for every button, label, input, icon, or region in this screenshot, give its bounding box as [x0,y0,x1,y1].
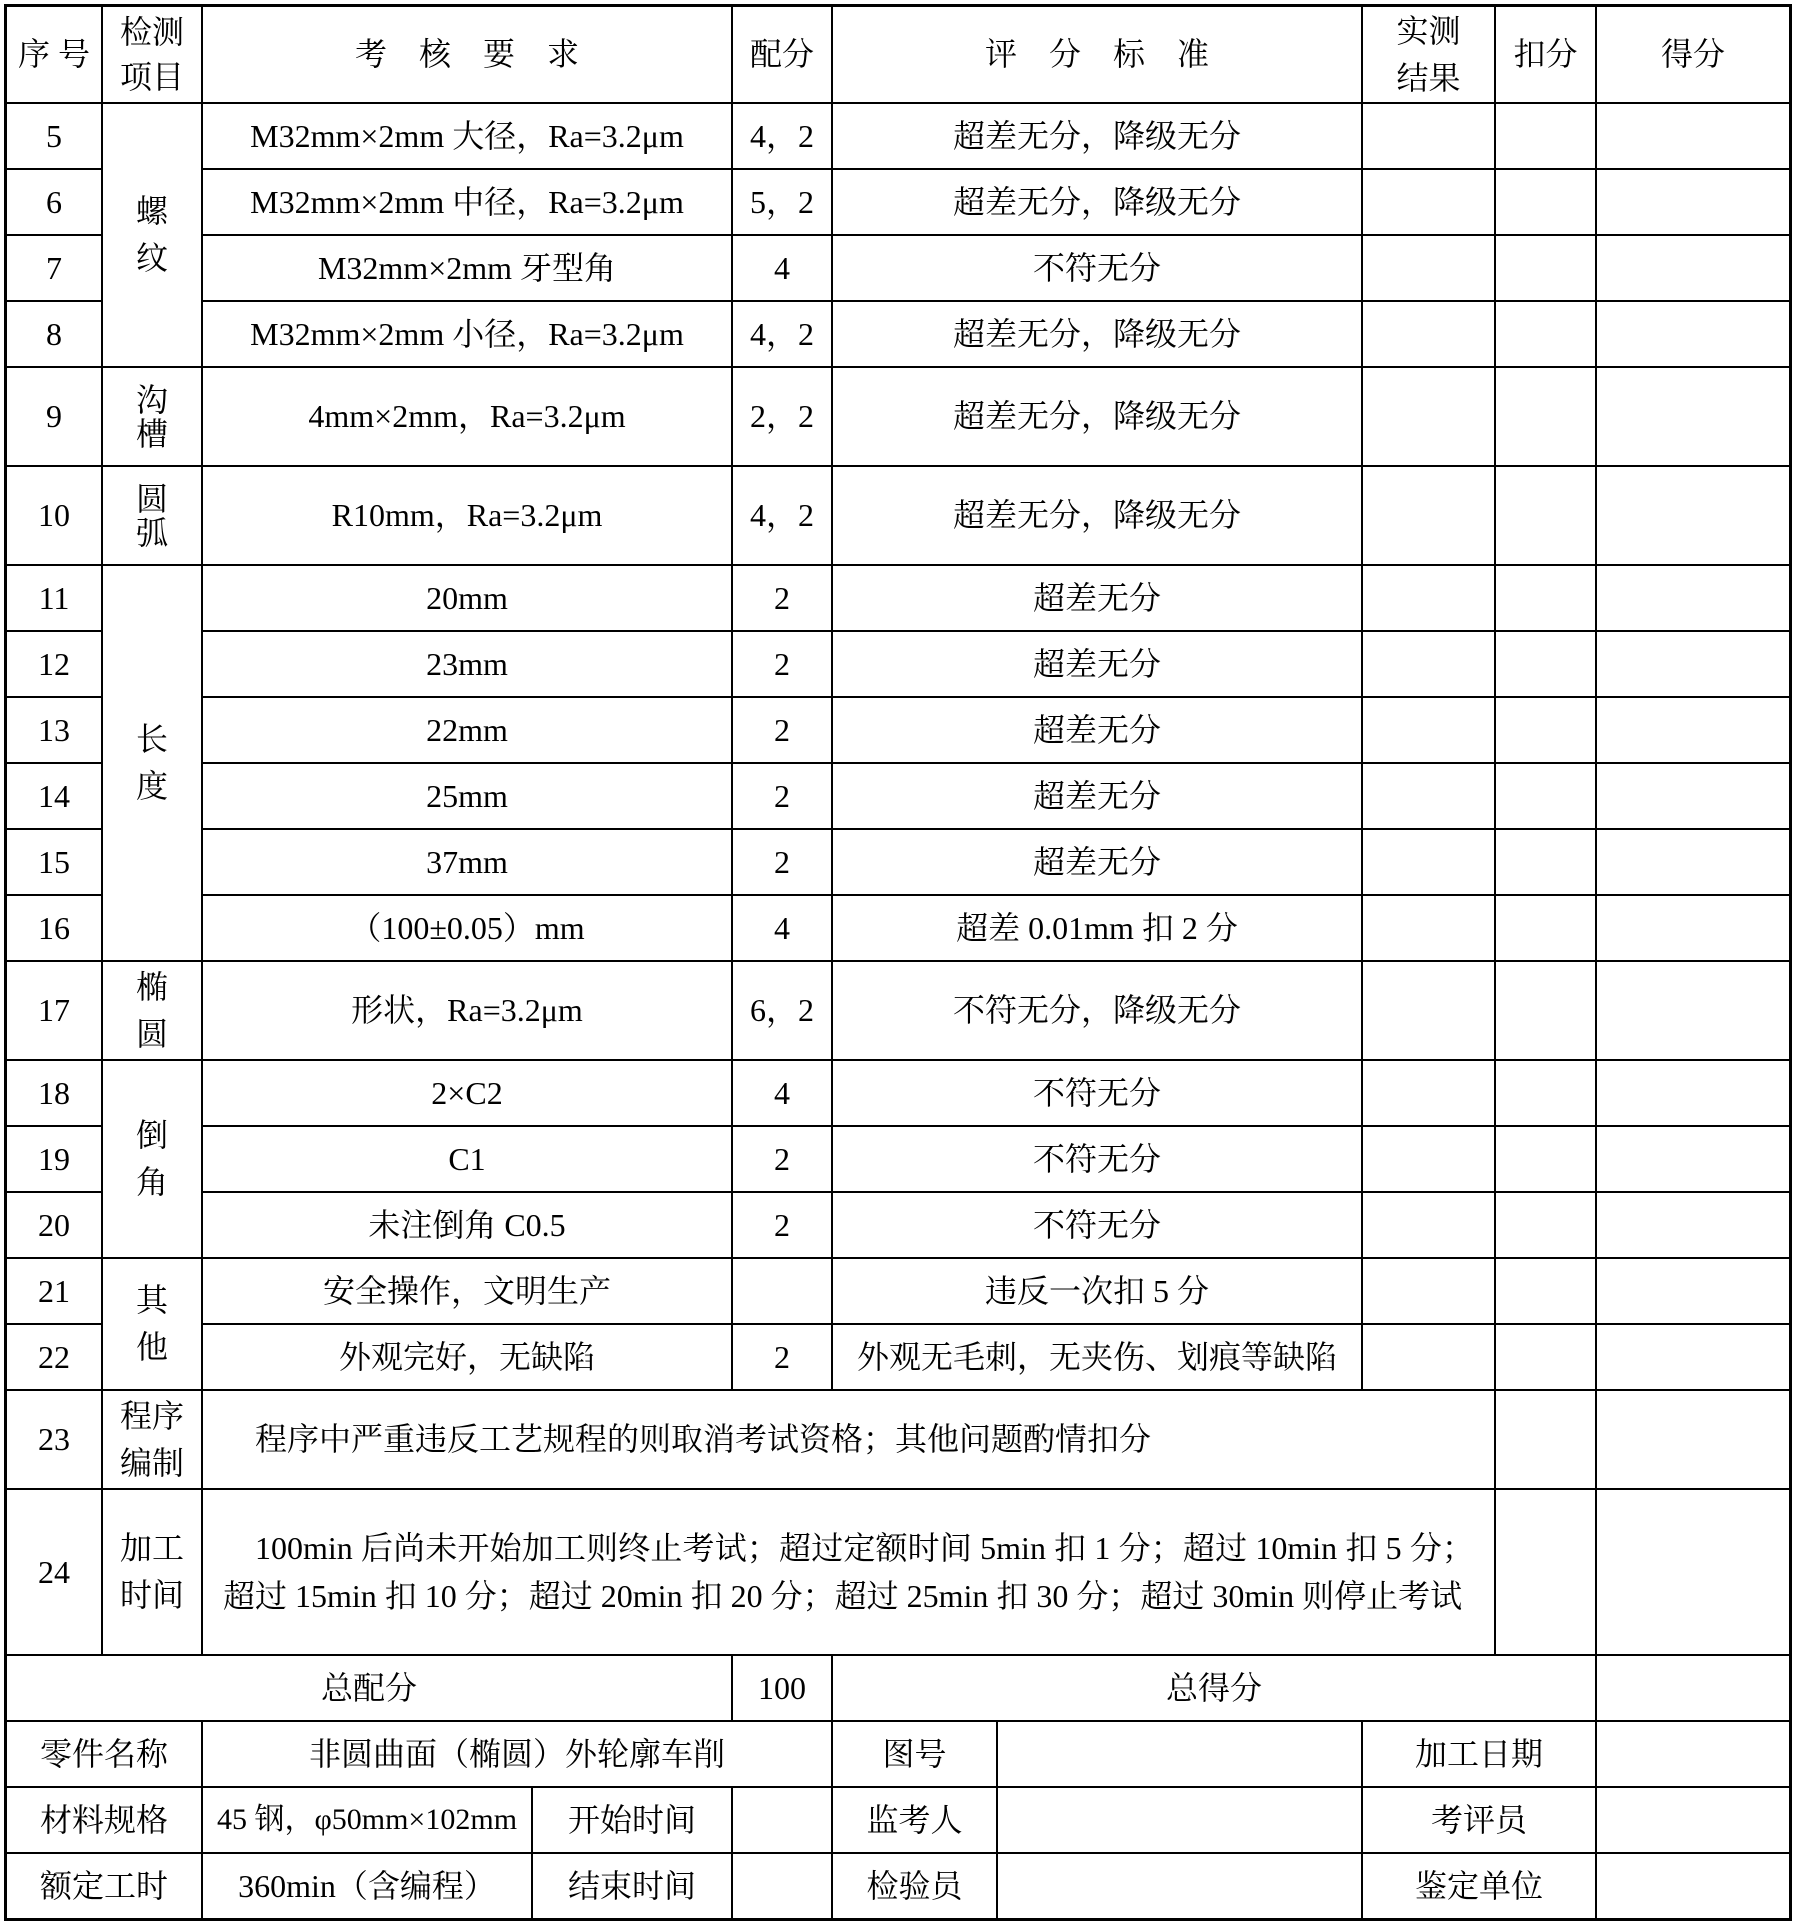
total-score-label: 总得分 [833,1656,1595,1720]
criteria-cell: 超差无分 [833,830,1361,894]
appraisal-unit-value [1597,1854,1789,1918]
deduction-cell [1496,632,1595,696]
deduction-cell [1496,1325,1595,1389]
requirement-cell: 23mm [203,632,731,696]
measured-result-cell [1363,1325,1494,1389]
criteria-cell: 超差无分，降级无分 [833,104,1361,168]
criteria-cell: 不符无分 [833,1061,1361,1125]
category-cell-thread [103,104,201,366]
seq-cell: 21 [7,1259,101,1323]
measured-result-cell [1363,1193,1494,1257]
requirement-cell: 未注倒角 C0.5 [203,1193,731,1257]
requirement-cell: M32mm×2mm 大径，Ra=3.2μm [203,104,731,168]
score-cell [1597,1391,1789,1488]
deduction-cell [1496,896,1595,960]
score-cell [1597,302,1789,366]
header-criteria: 评 分 标 准 [833,7,1361,102]
total-points-label: 总配分 [7,1656,731,1720]
score-cell [1597,962,1789,1059]
header-measured [1363,7,1494,102]
header-points: 配分 [733,7,831,102]
deduction-cell [1496,962,1595,1059]
score-cell [1597,1061,1789,1125]
measured-result-cell [1363,764,1494,828]
appraisal-unit-label: 鉴定单位 [1363,1854,1595,1918]
material-value: 45 钢，φ50mm×102mm [203,1788,531,1852]
points-cell: 2 [733,1193,831,1257]
score-cell [1597,632,1789,696]
program-rule-text: 程序中严重违反工艺规程的则取消考试资格；其他问题酌情扣分 [255,1421,1152,1458]
points-cell: 2 [733,632,831,696]
category-label: 程序编制 [119,1397,184,1481]
total-score-value [1597,1656,1789,1720]
rated-time-value: 360min（含编程） [203,1854,531,1918]
requirement-cell: 外观完好，无缺陷 [203,1325,731,1389]
points-cell: 6，2 [733,962,831,1059]
proctor-label: 监考人 [833,1788,996,1852]
seq-cell: 23 [7,1391,101,1488]
process-date-value [1597,1722,1789,1786]
criteria-cell: 超差无分 [833,698,1361,762]
scoring-table [4,4,1792,1921]
points-cell: 4，2 [733,104,831,168]
deduction-cell [1496,698,1595,762]
points-cell: 2 [733,830,831,894]
category-label: 沟槽 [135,381,168,452]
seq-cell: 20 [7,1193,101,1257]
category-label: 螺纹 [135,193,168,276]
rated-time-label: 额定工时 [7,1854,201,1918]
category-cell-chamfer [103,1061,201,1257]
seq-cell: 19 [7,1127,101,1191]
seq-cell: 22 [7,1325,101,1389]
measured-result-cell [1363,104,1494,168]
requirement-cell: 4mm×2mm，Ra=3.2μm [203,368,731,465]
deduction-cell [1496,1490,1595,1654]
points-cell: 4 [733,1061,831,1125]
measured-result-cell [1363,1061,1494,1125]
category-cell-other [103,1259,201,1389]
seq-cell: 12 [7,632,101,696]
deduction-cell [1496,566,1595,630]
requirement-cell: M32mm×2mm 中径，Ra=3.2μm [203,170,731,234]
score-cell [1597,1259,1789,1323]
deduction-cell [1496,1259,1595,1323]
criteria-cell: 超差无分，降级无分 [833,170,1361,234]
header-deduction: 扣分 [1496,7,1595,102]
time-rule-text: 100min 后尚未开始加工则终止考试；超过定额时间 5min 扣 1 分；超过 10min 扣 5 分；超过 15min 扣 10 分；超过 20min 扣 20 分；超过 25min 扣 30 分；超过 30min 则停止考试 [223,1530,1474,1614]
points-cell: 4 [733,236,831,300]
deduction-cell [1496,467,1595,564]
seq-cell: 15 [7,830,101,894]
category-cell-length [103,566,201,960]
points-cell: 2 [733,698,831,762]
score-cell [1597,1193,1789,1257]
deduction-cell [1496,236,1595,300]
requirement-cell: 安全操作，文明生产 [203,1259,731,1323]
seq-cell: 14 [7,764,101,828]
seq-cell: 6 [7,170,101,234]
criteria-cell: 超差无分 [833,632,1361,696]
measured-result-cell [1363,170,1494,234]
part-name-label: 零件名称 [7,1722,201,1786]
deduction-cell [1496,104,1595,168]
end-time-value [733,1854,831,1918]
header-item [103,7,201,102]
seq-cell: 10 [7,467,101,564]
points-cell: 2 [733,566,831,630]
process-date-label: 加工日期 [1363,1722,1595,1786]
seq-cell: 11 [7,566,101,630]
seq-cell: 17 [7,962,101,1059]
drawing-no-label: 图号 [833,1722,996,1786]
deduction-cell [1496,302,1595,366]
deduction-cell [1496,170,1595,234]
material-label: 材料规格 [7,1788,201,1852]
requirement-cell: 37mm [203,830,731,894]
points-cell: 2 [733,764,831,828]
seq-cell: 13 [7,698,101,762]
measured-result-cell [1363,566,1494,630]
total-points-value: 100 [733,1656,831,1720]
header-requirement: 考 核 要 求 [203,7,731,102]
points-cell: 4 [733,896,831,960]
score-cell [1597,830,1789,894]
points-cell: 5，2 [733,170,831,234]
measured-result-cell [1363,467,1494,564]
criteria-cell: 不符无分，降级无分 [833,962,1361,1059]
deduction-cell [1496,1391,1595,1488]
requirement-cell: （100±0.05）mm [203,896,731,960]
category-label: 倒角 [135,1117,168,1200]
measured-result-cell [1363,632,1494,696]
seq-cell: 9 [7,368,101,465]
category-cell-arc [103,467,201,564]
category-cell-ellipse [103,962,201,1059]
criteria-cell: 超差无分，降级无分 [833,467,1361,564]
score-cell [1597,764,1789,828]
criteria-cell: 不符无分 [833,1127,1361,1191]
seq-cell: 18 [7,1061,101,1125]
requirement-cell: R10mm，Ra=3.2μm [203,467,731,564]
measured-result-cell [1363,1259,1494,1323]
criteria-cell: 外观无毛刺，无夹伤、划痕等缺陷 [833,1325,1361,1389]
seq-cell: 8 [7,302,101,366]
header-seq: 序 号 [7,7,101,102]
score-cell [1597,1127,1789,1191]
deduction-cell [1496,368,1595,465]
category-label: 长度 [135,721,168,804]
deduction-cell [1496,830,1595,894]
header-item-label: 检测项目 [119,13,184,95]
seq-cell: 16 [7,896,101,960]
points-cell: 4，2 [733,467,831,564]
header-measured-label: 实测结果 [1396,12,1461,96]
evaluator-value [1597,1788,1789,1852]
inspector-label: 检验员 [833,1854,996,1918]
criteria-cell: 违反一次扣 5 分 [833,1259,1361,1323]
seq-cell: 24 [7,1490,101,1654]
score-cell [1597,236,1789,300]
category-label: 其他 [135,1282,168,1365]
score-cell [1597,368,1789,465]
evaluator-label: 考评员 [1363,1788,1595,1852]
requirement-cell: 22mm [203,698,731,762]
requirement-cell: M32mm×2mm 小径，Ra=3.2μm [203,302,731,366]
deduction-cell [1496,1127,1595,1191]
points-cell: 2 [733,1127,831,1191]
measured-result-cell [1363,698,1494,762]
criteria-cell: 不符无分 [833,1193,1361,1257]
criteria-cell: 超差无分 [833,566,1361,630]
inspector-value [998,1854,1361,1918]
measured-result-cell [1363,1127,1494,1191]
criteria-cell: 不符无分 [833,236,1361,300]
seq-cell: 7 [7,236,101,300]
points-cell [733,1259,831,1323]
score-cell [1597,698,1789,762]
measured-result-cell [1363,896,1494,960]
deduction-cell [1496,1061,1595,1125]
score-cell [1597,1325,1789,1389]
score-cell [1597,104,1789,168]
score-cell [1597,170,1789,234]
measured-result-cell [1363,962,1494,1059]
start-time-value [733,1788,831,1852]
criteria-cell: 超差无分，降级无分 [833,302,1361,366]
requirement-cell: 2×C2 [203,1061,731,1125]
category-label: 圆弧 [135,480,168,551]
category-cell-program [103,1391,201,1488]
category-cell-groove [103,368,201,465]
measured-result-cell [1363,830,1494,894]
start-time-label: 开始时间 [533,1788,731,1852]
category-label: 椭圆 [135,968,168,1052]
criteria-cell: 超差无分 [833,764,1361,828]
measured-result-cell [1363,302,1494,366]
criteria-cell: 超差 0.01mm 扣 2 分 [833,896,1361,960]
score-cell [1597,896,1789,960]
seq-cell: 5 [7,104,101,168]
points-cell: 2，2 [733,368,831,465]
criteria-cell: 超差无分，降级无分 [833,368,1361,465]
drawing-no-value [998,1722,1361,1786]
end-time-label: 结束时间 [533,1854,731,1918]
measured-result-cell [1363,236,1494,300]
header-score: 得分 [1597,7,1789,102]
requirement-cell: 形状，Ra=3.2μm [203,962,731,1059]
points-cell: 2 [733,1325,831,1389]
score-cell [1597,467,1789,564]
requirement-cell: C1 [203,1127,731,1191]
deduction-cell [1496,1193,1595,1257]
proctor-value [998,1788,1361,1852]
score-cell [1597,1490,1789,1654]
measured-result-cell [1363,368,1494,465]
requirement-cell: M32mm×2mm 牙型角 [203,236,731,300]
program-rule-cell [203,1391,1494,1488]
points-cell: 4，2 [733,302,831,366]
time-rule-cell [203,1490,1494,1654]
requirement-cell: 20mm [203,566,731,630]
score-cell [1597,566,1789,630]
category-cell-time [103,1490,201,1654]
deduction-cell [1496,764,1595,828]
category-label: 加工时间 [119,1530,184,1613]
requirement-cell: 25mm [203,764,731,828]
part-name-value: 非圆曲面（椭圆）外轮廓车削 [203,1722,831,1786]
